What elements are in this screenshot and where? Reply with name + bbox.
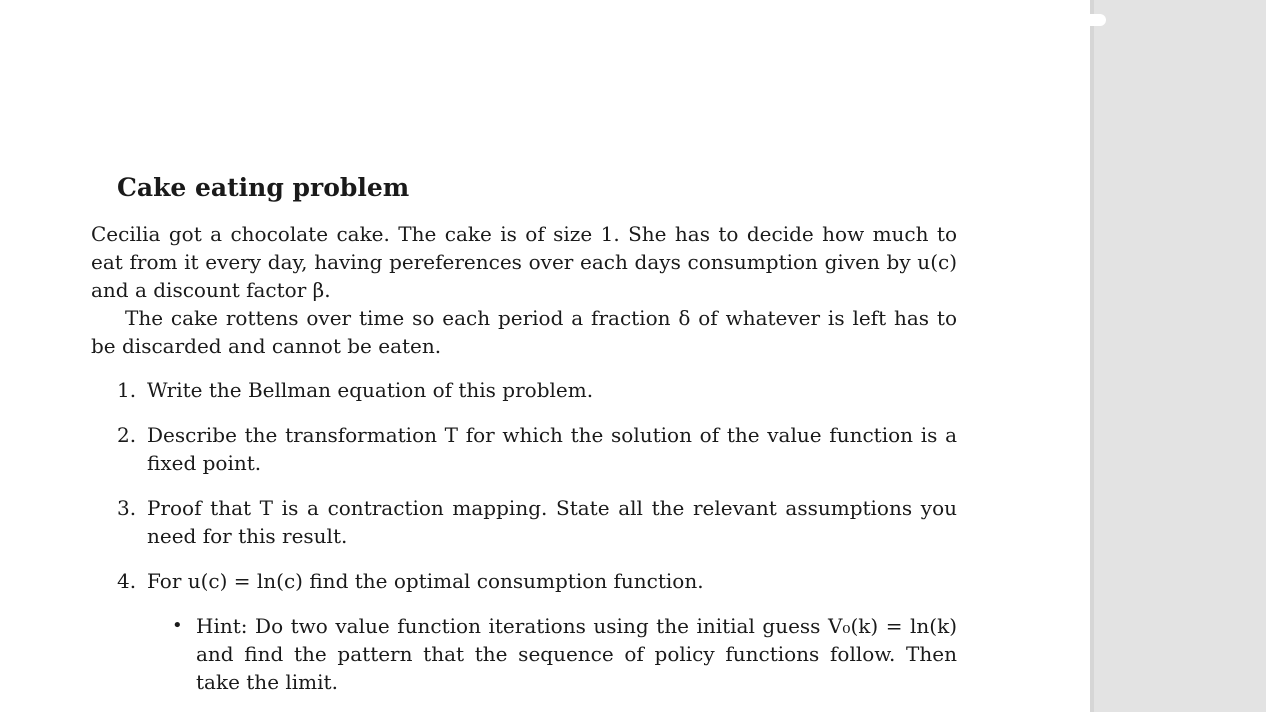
question-item bbox=[91, 494, 957, 550]
question-number: 4. bbox=[117, 569, 137, 593]
question-item bbox=[91, 421, 957, 477]
intro-paragraph-1: Cecilia got a chocolate cake. The cake is of size 1. She has to decide how much to eat from it every day, having pereferences over each days consumption given by u(c) and a discount factor β. bbox=[91, 222, 957, 302]
section-title: Cake eating problem bbox=[117, 173, 410, 202]
intro-paragraph-2: The cake rottens over time so each period a fraction δ of whatever is left has to be discarded and cannot be eaten. bbox=[91, 306, 957, 358]
question-text: For u(c) = ln(c) find the optimal consumption function. bbox=[147, 569, 704, 593]
page-edge-shadow bbox=[1090, 0, 1094, 712]
question-number: 3. bbox=[117, 496, 137, 520]
document-content bbox=[91, 170, 957, 712]
question-item bbox=[91, 376, 957, 404]
hint-list bbox=[147, 612, 957, 696]
scrollbar-thumb[interactable] bbox=[1090, 14, 1106, 26]
viewer-background bbox=[1090, 0, 1266, 712]
question-text: Proof that T is a contraction mapping. State all the relevant assumptions you need for this result. bbox=[147, 496, 957, 548]
question-number: 1. bbox=[117, 378, 137, 402]
bullet-icon: • bbox=[172, 615, 183, 636]
question-text: Write the Bellman equation of this problem. bbox=[147, 378, 594, 402]
hint-text: Hint: Do two value function iterations using the initial guess V₀(k) = ln(k) and find the pattern that the sequence of policy functions follow. Then take the limit. bbox=[196, 614, 957, 694]
hint-item bbox=[147, 612, 957, 696]
question-text: Describe the transformation T for which the solution of the value function is a fixed point. bbox=[147, 423, 957, 475]
question-item bbox=[91, 567, 957, 696]
question-list bbox=[91, 376, 957, 696]
question-number: 2. bbox=[117, 423, 137, 447]
